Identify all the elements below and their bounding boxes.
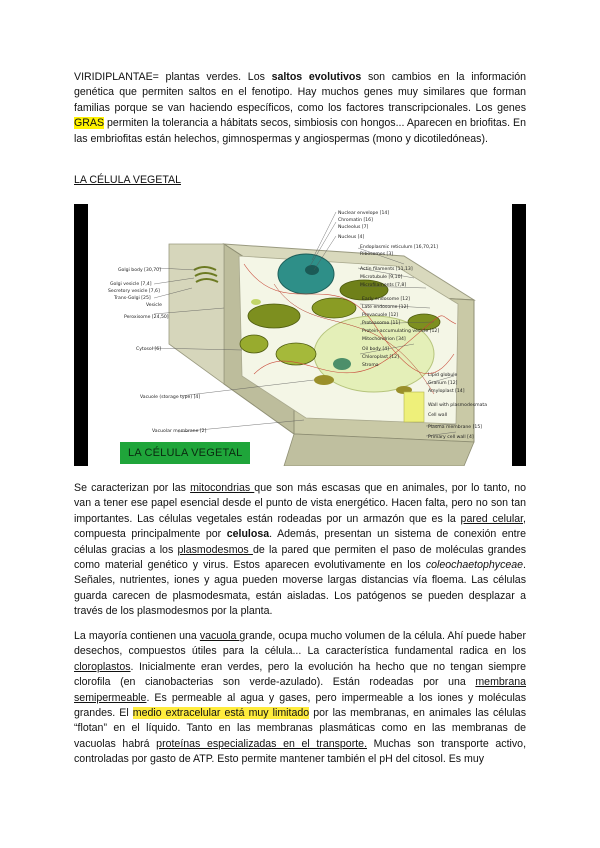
figure-label: Mitochondrion [34] — [362, 337, 406, 342]
figure-label: Lipid globule — [428, 373, 458, 378]
figure-label: Cell wall — [428, 413, 448, 418]
figure-label: Peroxisome [24,50] — [124, 315, 169, 320]
figure-label: Secretory vesicle [7,6] — [108, 289, 160, 294]
figure-label: Nucleolus [7] — [338, 225, 369, 230]
highlight-gras: GRAS — [74, 117, 105, 130]
figure-label: Vesicle — [146, 303, 162, 308]
figure-label: Vacuolar membrane [2] — [152, 429, 207, 434]
figure-label: Nuclear envelope [14] — [338, 211, 390, 216]
figure-label: Chromatin [16] — [338, 218, 373, 223]
figure-label: Stroma — [362, 363, 379, 368]
plant-cell-figure — [74, 204, 526, 466]
figure-label: Primary cell wall [4] — [428, 435, 474, 440]
figure-label: Trans-Golgi [25] — [114, 296, 151, 301]
figure-label: Vacuole (storage type) [4] — [140, 395, 201, 400]
figure-label: Wall with plasmodesmata — [428, 403, 488, 408]
highlight-medio-extracelular: medio extracelular está muy limitado — [132, 707, 310, 720]
figure-label: Protein-accumulating vesicle [12] — [362, 329, 440, 334]
figure-label: Chloroplast [12] — [362, 355, 399, 360]
figure-label: Plasma membrane [15] — [428, 425, 483, 430]
intro-paragraph: VIRIDIPLANTAE= plantas verdes. Los saltos evolutivos son cambios en la información genética que permiten saltos en el fenotipo. Hay muchos genes muy similares que forman familias porque se van haciendo específicos, como los factores transcripcionales. Los genes GRAS permiten la tolerancia a hábitats secos, simbiosis con hongos... Aparecen en briofitas. En las embriofitas están helechos, gimnospermas y angiospermas (mono y dicotiledóneas). — [74, 71, 526, 145]
figure-caption: LA CÉLULA VEGETAL — [120, 442, 250, 464]
figure-label: Prevacuole [12] — [362, 313, 399, 318]
figure-label: Granum [12] — [428, 381, 458, 386]
figure-label: Microfilaments [7,8] — [360, 283, 407, 288]
figure-label: Nucleus [4] — [338, 235, 365, 240]
figure-label: Endoplasmic reticulum [16,70,21] — [360, 245, 438, 250]
figure-label: Early endosome [12] — [362, 297, 410, 302]
figure-label: Late endosome [12] — [362, 305, 409, 310]
cell-features-paragraph: Se caracterizan por las mitocondrias que son más escasas que en animales, por lo tanto, no van a tener ese papel esencial desde el punto de vista energético. Hacen falta, pero no son tan importantes. Las células vegetales están rodeadas por un armazón que es la pared celular, compuesta principalmente por celulosa. Además, presentan un sistema de conexión entre células gracias a los plasmodesmos de la pared que permiten el paso de moléculas grandes como material genético y virus. Estos aparecen evolutivamente en los coleochaetophyceae. Señales, nutrientes, iones y agua pueden moverse largas distancias vía floema. Las células guarda carecen de plasmodesmata, están aisladas. Los patógenos se pueden desplazar a través de los plasmodesmos por la planta. — [74, 482, 527, 618]
figure-label: Ribosomes [3] — [360, 252, 394, 257]
plant-cell-illustration — [74, 204, 526, 466]
figure-label: Microtubule [9,10] — [360, 275, 403, 280]
figure-label: Golgi vesicle [7,4] — [110, 282, 152, 287]
figure-label: Amyloplast [14] — [428, 389, 465, 394]
bold-term-saltos-evolutivos: saltos evolutivos — [271, 71, 362, 83]
figure-label: Oil body [4] — [362, 347, 389, 352]
vacuole-paragraph: La mayoría contienen una vacuola grande, ocupa mucho volumen de la célula. Ahí puede haber desechos, compuestos útiles para la célula... La característica fundamental radica en los cloroplastos. Inicialmente eran verdes, pero la evolución ha hecho que no tengan siempre clorofila (en cianobacterias son verde-azulado). Están rodeadas por una membrana semipermeable. Es permeable al agua y gases, pero impermeable a los iones y moléculas grandes. El medio extracelular está muy limitado por las membranas, en animales las células “flotan” en el líquido. Tanto en las membranas plasmáticas como en las membranas de vacuolas habrá proteínas especializadas en el transporte. Muchas son transporte activo, controladas por gasto de ATP. Esto permite mantener también el pH del citosol. Es muy — [74, 630, 527, 766]
figure-label: Cytosol [6] — [136, 347, 161, 352]
section-heading: LA CÉLULA VEGETAL — [74, 174, 181, 186]
figure-label: Proteasome [11] — [362, 321, 401, 326]
figure-label: Golgi body [30,70] — [118, 268, 161, 273]
figure-label: Actin filaments [11,13] — [360, 267, 413, 272]
